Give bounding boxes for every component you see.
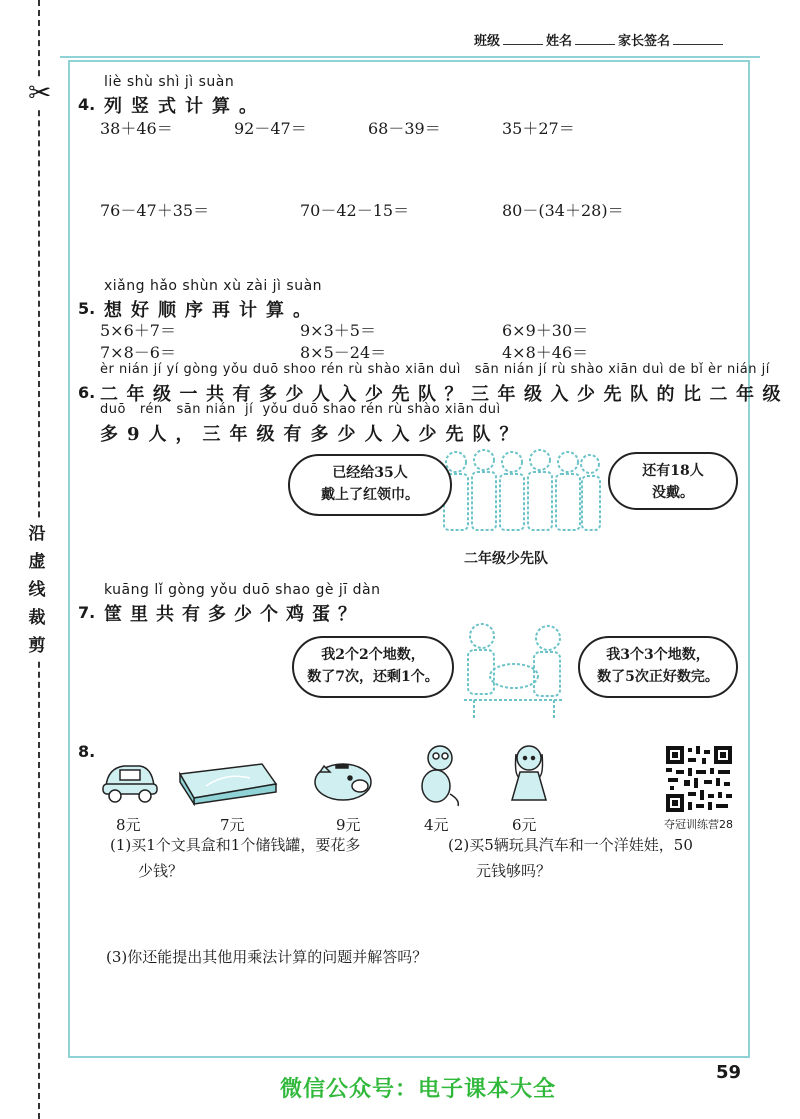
item-price: 9元	[336, 816, 361, 834]
q5-pinyin: xiǎng hǎo shùn xù zài jì suàn	[104, 278, 323, 294]
q4-title: 列竖式计算。	[104, 96, 266, 117]
q5-expr: 7×8－6＝	[100, 343, 176, 362]
cut-label	[22, 520, 52, 660]
bubble-line: 数了7次，还剩1个。	[307, 669, 439, 685]
doll-icon	[506, 742, 552, 808]
q4-expr: 92－47＝	[234, 119, 307, 138]
bubble-line: 还有18人	[642, 463, 704, 479]
q5-expr: 5×6＋7＝	[100, 321, 176, 340]
q4-number: 4.	[78, 95, 96, 114]
sub1-line: 少钱？	[138, 862, 184, 880]
q4-expr: 80－(34＋28)＝	[502, 201, 624, 220]
piggy-bank-icon	[310, 758, 376, 806]
q4-pinyin: liè shù shì jì suàn	[104, 74, 235, 90]
item-price: 7元	[220, 816, 245, 834]
cut-char: 线	[28, 580, 46, 600]
cut-char: 剪	[28, 636, 46, 656]
q4-expr: 76－47＋35＝	[100, 201, 210, 220]
cut-char: 虚	[28, 552, 46, 572]
bubble-line: 我2个2个地数，	[321, 647, 425, 663]
q6-number: 6.	[78, 383, 96, 402]
pencil-box-icon	[176, 760, 280, 806]
q4-expr: 35＋27＝	[502, 119, 575, 138]
q8-sub1	[110, 832, 360, 884]
bubble-line: 已经给35人	[332, 465, 408, 481]
q6-right-bubble	[608, 452, 738, 510]
footer-watermark: 微信公众号：电子课本大全	[280, 1077, 557, 1102]
q5-title: 想好顺序再计算。	[104, 300, 320, 321]
q5-expr: 6×9＋30＝	[502, 321, 589, 340]
bubble-line: 我3个3个地数，	[606, 647, 710, 663]
q7-left-bubble	[292, 636, 454, 698]
q8-sub3: (3)你还能提出其他用乘法计算的问题并解答吗？	[106, 948, 428, 966]
parent-signature-blank[interactable]	[673, 44, 723, 45]
q7-right-bubble	[578, 636, 738, 698]
q6-pinyin-2: duō rén sān nián jí yǒu duō shao rén rù shào xiān duì	[100, 402, 501, 417]
bubble-line: 没戴。	[652, 485, 694, 501]
item-price: 8元	[116, 816, 141, 834]
sub2-line: (2)买5辆玩具汽车和一个洋娃娃，50	[448, 836, 693, 854]
name-blank[interactable]	[575, 44, 615, 45]
toy-dinosaur-icon	[414, 744, 464, 808]
q5-expr: 8×5－24＝	[300, 343, 387, 362]
q7-number: 7.	[78, 603, 96, 622]
q4-expr: 68－39＝	[368, 119, 441, 138]
bubble-line: 数了5次正好数完。	[597, 669, 719, 685]
q6-line2: 多9人，三年级有多少人入少先队？	[100, 424, 527, 445]
sub1-line: (1)买1个文具盒和1个储钱罐，要花多	[110, 836, 361, 854]
q6-caption: 二年级少先队	[464, 551, 548, 567]
scissors-icon: ✂	[28, 76, 52, 109]
q5-number: 5.	[78, 299, 96, 318]
qr-code-icon[interactable]	[664, 744, 734, 814]
page-number: 59	[716, 1062, 742, 1083]
cut-char: 沿	[28, 524, 46, 544]
q6-left-bubble	[288, 454, 452, 516]
sub2-line: 元钱够吗？	[476, 862, 552, 880]
q8-sub2	[448, 832, 693, 884]
class-label: 班级	[474, 34, 501, 49]
q6-pinyin-1: èr nián jí yí gòng yǒu duō shoo rén rù shào xiān duì sān nián jí rù shào xiān duì de bǐ èr nián jí	[100, 362, 770, 377]
egg-basket-illustration	[454, 620, 574, 720]
header-fields	[474, 30, 754, 49]
q7-title: 筐里共有多少个鸡蛋？	[104, 604, 364, 625]
item-price: 4元	[424, 816, 449, 834]
qr-label: 夺冠训练营28	[664, 818, 733, 831]
item-price: 6元	[512, 816, 537, 834]
q5-expr: 4×8＋46＝	[502, 343, 589, 362]
q4-expr: 70－42－15＝	[300, 201, 410, 220]
q8-number: 8.	[78, 742, 96, 761]
bubble-line: 戴上了红领巾。	[321, 487, 419, 503]
q4-expr: 38＋46＝	[100, 119, 173, 138]
name-label: 姓名	[546, 34, 573, 49]
q6-line1: 二年级一共有多少人入少先队？三年级入少先队的比二年级	[100, 384, 789, 405]
cut-char: 裁	[28, 608, 46, 628]
q5-expr: 9×3＋5＝	[300, 321, 376, 340]
class-blank[interactable]	[503, 44, 543, 45]
toy-car-icon	[100, 756, 160, 804]
young-pioneers-illustration	[432, 446, 602, 536]
q7-pinyin: kuāng lǐ gòng yǒu duō shao gè jī dàn	[104, 582, 381, 598]
parent-label: 家长签名	[618, 34, 671, 49]
frame-top-line	[60, 56, 760, 58]
